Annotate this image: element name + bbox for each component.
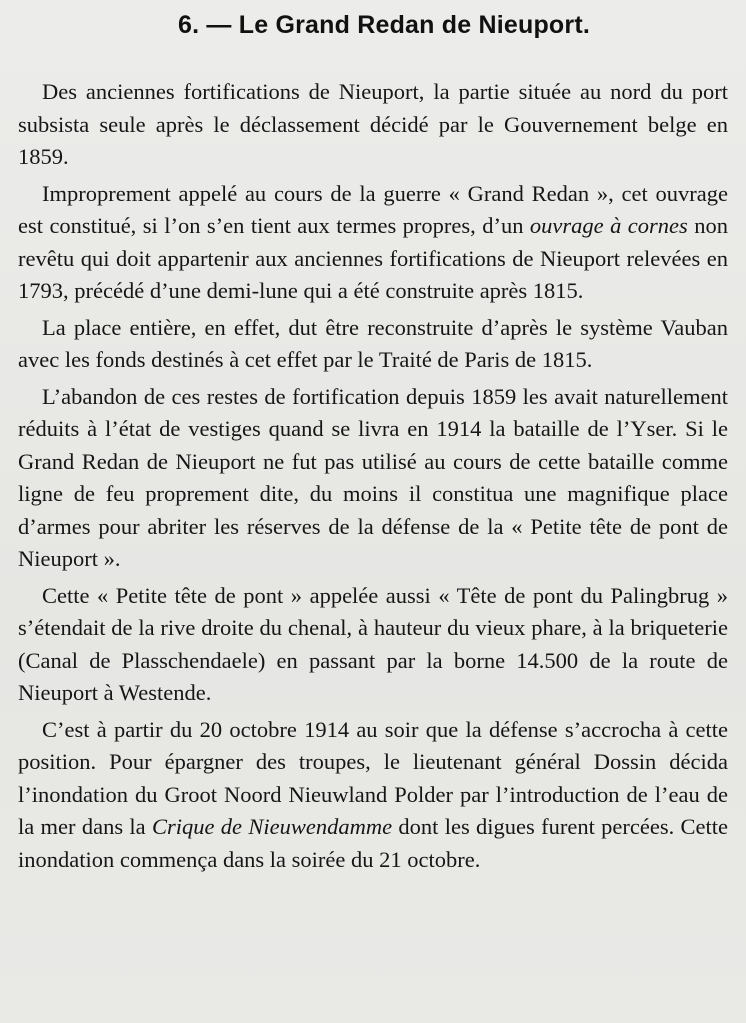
- paragraph-4: L’abandon de ces restes de fortification depuis 1859 les avait naturellement réduits à l’état de vestiges quand se livra en 1914 la bataille de l’Yser. Si le Grand Redan de Nieuport ne fut pas utilisé au cours de cette bataille comme ligne de feu proprement dite, du moins il constitua une magnifique place d’armes pour abriter les réserves de la défense de la « Petite tête de pont de Nieuport ».: [18, 383, 728, 571]
- paragraph-6-text-a: C’est à partir du 20 octobre 1914 au soir que la défense s’accrocha à cette position. Pour épargner des troupes, le lieutenant général Dossin décida l’inondation du Groot Noord Nieuwland Polder par l’introduction de l’eau de la mer dans la: [18, 716, 728, 839]
- paragraph-6-italic-term: Crique de Nieuwendamme: [151, 814, 393, 839]
- paragraph-6-text-c: dont les digues furent percées. Cette inondation commença dans la soirée du 21 octobre.: [18, 814, 729, 872]
- paragraph-2: [18, 178, 728, 308]
- paragraph-6: [18, 714, 728, 877]
- paragraph-3: La place entière, en effet, dut être reconstruite d’après le système Vauban avec les fonds destinés à cet effet par le Traité de Paris de 1815.: [18, 314, 728, 372]
- paragraph-2-text-a: Improprement appelé au cours de la guerre « Grand Redan », cet ouvrage est constitué, si l’on s’en tient aux termes propres, d’un: [18, 180, 728, 238]
- paragraph-2-italic-term: ouvrage à cornes: [529, 213, 688, 238]
- paragraph-5: Cette « Petite tête de pont » appelée aussi « Tête de pont du Palingbrug » s’étendait de la rive droite du chenal, à hauteur du vieux phare, à la briqueterie (Canal de Plasschendaele) en passant par la borne 14.500 de la route de Nieuport à Westende.: [18, 582, 728, 705]
- section-title: 6. — Le Grand Redan de Nieuport.: [177, 11, 590, 39]
- paragraph-2-text-c: non revêtu qui doit appartenir aux anciennes fortifications de Nieuport relevées en 1793, précédé d’une demi-lune qui a été construite après 1815.: [18, 213, 728, 303]
- paragraph-1: Des anciennes fortifications de Nieuport, la partie située au nord du port subsista seule après le déclassement décidé par le Gouvernement belge en 1859.: [18, 79, 728, 169]
